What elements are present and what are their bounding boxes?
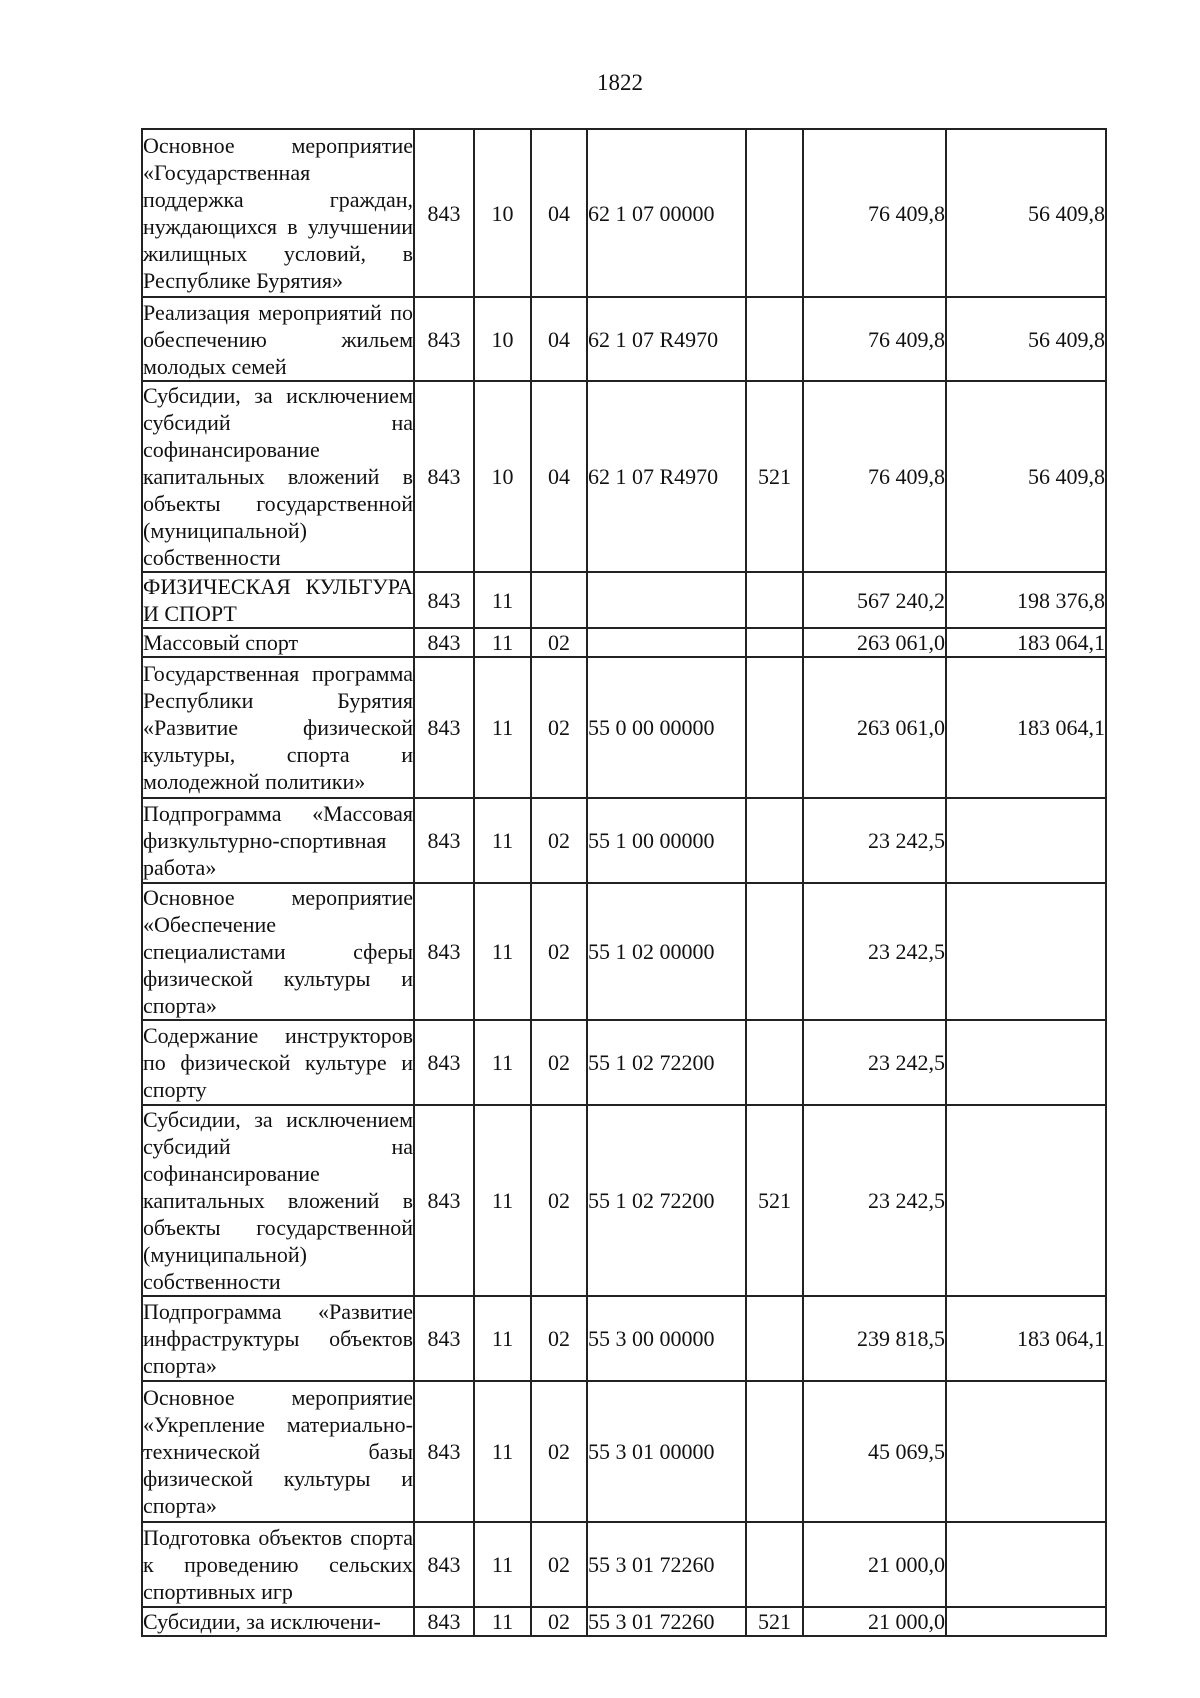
expense-type-code: [746, 129, 803, 297]
table-row: [142, 572, 1106, 628]
section-code: 11: [474, 1381, 531, 1522]
amount-1: 23 242,5: [803, 1020, 946, 1105]
subsection-code: 02: [531, 1381, 587, 1522]
section-code: 11: [474, 1105, 531, 1296]
ministry-code: 843: [414, 628, 474, 657]
amount-2: 56 409,8: [946, 297, 1106, 381]
target-article-code: 62 1 07 R4970: [587, 297, 746, 381]
subsection-code: 02: [531, 1105, 587, 1296]
row-name: Субсидии, за исключением субсидий на софинансирование капитальных вложений в объекты государственной (муниципальной) собственности: [143, 383, 413, 570]
expense-type-code: [746, 572, 803, 628]
table-row: [142, 1381, 1106, 1522]
ministry-code: 843: [414, 798, 474, 883]
row-name: Реализация мероприятий по обеспечению жильем молодых семей: [142, 297, 414, 381]
target-article-code: 55 1 00 00000: [587, 798, 746, 883]
amount-1: 76 409,8: [803, 297, 946, 381]
table-row: [142, 1296, 1106, 1381]
amount-2: 198 376,8: [946, 572, 1106, 628]
row-name: Государственная программа Республики Бурятия «Развитие физической культуры, спорта и молодежной политики»: [142, 657, 414, 798]
amount-1: 567 240,2: [803, 572, 946, 628]
ministry-code: 843: [414, 1381, 474, 1522]
ministry-code: 843: [414, 1020, 474, 1105]
amount-2: [946, 883, 1106, 1020]
expense-type-code: [746, 297, 803, 381]
section-code: 11: [474, 1522, 531, 1607]
row-name: Основное мероприятие «Обеспечение специалистами сферы физической культуры и спорта»: [143, 885, 413, 1018]
section-code: 11: [474, 1607, 531, 1636]
target-article-code: 55 1 02 72200: [587, 1105, 746, 1296]
table-row: [142, 1020, 1106, 1105]
table-row: [142, 297, 1106, 381]
target-article-code: [587, 572, 746, 628]
section-code: 11: [474, 628, 531, 657]
target-article-code: 55 3 01 00000: [587, 1381, 746, 1522]
amount-2: 56 409,8: [946, 381, 1106, 572]
section-code: 11: [474, 572, 531, 628]
page-number: 1822: [597, 70, 643, 95]
subsection-code: [531, 572, 587, 628]
amount-1: 23 242,5: [803, 798, 946, 883]
ministry-code: 843: [414, 1522, 474, 1607]
subsection-code: 02: [531, 883, 587, 1020]
subsection-code: 02: [531, 1522, 587, 1607]
ministry-code: 843: [414, 883, 474, 1020]
amount-1: 23 242,5: [803, 883, 946, 1020]
amount-1: 23 242,5: [803, 1105, 946, 1296]
target-article-code: 55 1 02 00000: [587, 883, 746, 1020]
amount-1: 21 000,0: [803, 1607, 946, 1636]
expense-type-code: [746, 883, 803, 1020]
amount-2: [946, 798, 1106, 883]
subsection-code: 02: [531, 657, 587, 798]
table-row: [142, 798, 1106, 883]
table-row: [142, 883, 1106, 1020]
table-row: [142, 381, 1106, 572]
row-name: Подготовка объектов спорта к проведению сельских спортивных игр: [142, 1522, 414, 1607]
amount-1: 45 069,5: [803, 1381, 946, 1522]
amount-2: [946, 1020, 1106, 1105]
amount-1: 263 061,0: [803, 657, 946, 798]
ministry-code: 843: [414, 381, 474, 572]
subsection-code: 04: [531, 129, 587, 297]
target-article-code: 55 1 02 72200: [587, 1020, 746, 1105]
expense-type-code: 521: [746, 1105, 803, 1296]
target-article-code: 55 0 00 00000: [587, 657, 746, 798]
row-name: Основное мероприятие «Укрепление материально-технической базы физической культуры и спорта»: [142, 1381, 414, 1522]
amount-2: [946, 1381, 1106, 1522]
section-code: 11: [474, 657, 531, 798]
row-name: Основное мероприятие «Государственная поддержка граждан, нуждающихся в улучшении жилищных условий, в Республике Бурятия»: [142, 129, 414, 297]
expense-type-code: [746, 657, 803, 798]
ministry-code: 843: [414, 1105, 474, 1296]
expense-type-code: [746, 1522, 803, 1607]
amount-2: 183 064,1: [946, 628, 1106, 657]
expense-type-code: [746, 798, 803, 883]
expense-type-code: 521: [746, 1607, 803, 1636]
target-article-code: 62 1 07 R4970: [587, 381, 746, 572]
target-article-code: 55 3 00 00000: [587, 1296, 746, 1381]
target-article-code: 55 3 01 72260: [587, 1607, 746, 1636]
expense-type-code: [746, 1381, 803, 1522]
table-row: [142, 1105, 1106, 1296]
subsection-code: 02: [531, 1607, 587, 1636]
target-article-code: 62 1 07 00000: [587, 129, 746, 297]
ministry-code: 843: [414, 129, 474, 297]
row-name: Субсидии, за исключени-: [142, 1607, 414, 1636]
ministry-code: 843: [414, 657, 474, 798]
amount-1: 239 818,5: [803, 1296, 946, 1381]
amount-1: 76 409,8: [803, 129, 946, 297]
expense-type-code: 521: [746, 381, 803, 572]
row-name: Содержание инструкторов по физической культуре и спорту: [142, 1020, 414, 1105]
target-article-code: [587, 628, 746, 657]
expense-type-code: [746, 1020, 803, 1105]
budget-table: [141, 128, 1107, 1637]
amount-2: [946, 1105, 1106, 1296]
subsection-code: 04: [531, 381, 587, 572]
table-row: [142, 657, 1106, 798]
table-row: [142, 1607, 1106, 1636]
section-code: 10: [474, 297, 531, 381]
subsection-code: 02: [531, 798, 587, 883]
row-name: Субсидии, за исключением субсидий на софинансирование капитальных вложений в объекты государственной (муниципальной) собственности: [143, 1107, 413, 1294]
section-code: 11: [474, 883, 531, 1020]
table-row: [142, 628, 1106, 657]
section-code: 10: [474, 129, 531, 297]
section-code: 11: [474, 1296, 531, 1381]
amount-2: [946, 1607, 1106, 1636]
section-code: 11: [474, 1020, 531, 1105]
subsection-code: 02: [531, 1296, 587, 1381]
amount-2: 183 064,1: [946, 1296, 1106, 1381]
ministry-code: 843: [414, 572, 474, 628]
amount-2: 56 409,8: [946, 129, 1106, 297]
row-name: ФИЗИЧЕСКАЯ КУЛЬТУРА И СПОРТ: [143, 574, 413, 626]
subsection-code: 02: [531, 628, 587, 657]
expense-type-code: [746, 1296, 803, 1381]
amount-2: 183 064,1: [946, 657, 1106, 798]
ministry-code: 843: [414, 1607, 474, 1636]
amount-1: 21 000,0: [803, 1522, 946, 1607]
row-name: Подпрограмма «Развитие инфраструктуры объектов спорта»: [142, 1296, 414, 1381]
expense-type-code: [746, 628, 803, 657]
row-name: Подпрограмма «Массовая физкультурно-спортивная работа»: [142, 798, 414, 883]
amount-1: 76 409,8: [803, 381, 946, 572]
subsection-code: 02: [531, 1020, 587, 1105]
amount-2: [946, 1522, 1106, 1607]
table-row: [142, 129, 1106, 297]
amount-1: 263 061,0: [803, 628, 946, 657]
ministry-code: 843: [414, 1296, 474, 1381]
target-article-code: 55 3 01 72260: [587, 1522, 746, 1607]
row-name: Массовый спорт: [142, 628, 414, 657]
section-code: 10: [474, 381, 531, 572]
section-code: 11: [474, 798, 531, 883]
ministry-code: 843: [414, 297, 474, 381]
table-row: [142, 1522, 1106, 1607]
subsection-code: 04: [531, 297, 587, 381]
